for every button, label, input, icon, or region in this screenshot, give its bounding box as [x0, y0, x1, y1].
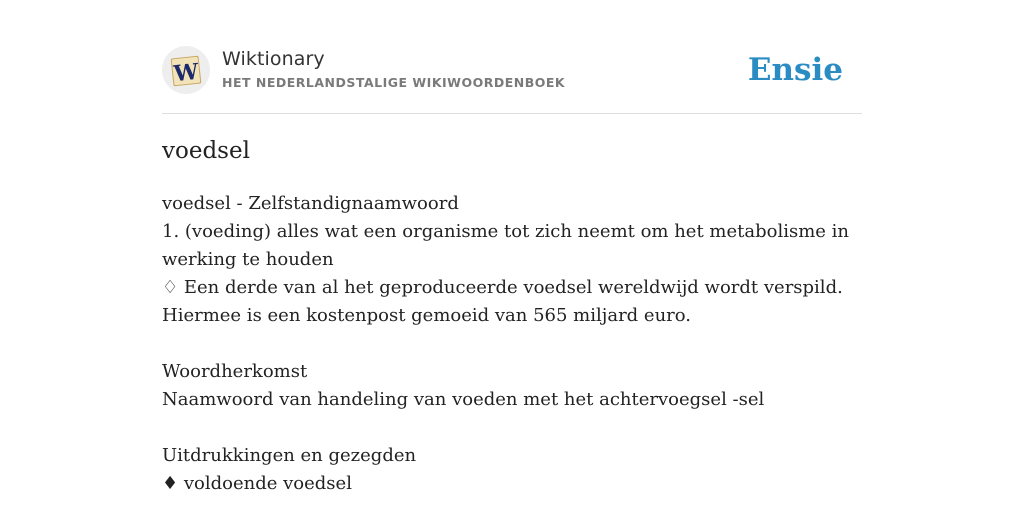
- site-name[interactable]: Wiktionary: [222, 48, 325, 70]
- spacer: [162, 414, 862, 442]
- etymology-text: Naamwoord van handeling van voeden met het achtervoegsel -sel: [162, 389, 765, 410]
- header-divider: [162, 113, 862, 114]
- example-line-1: ♢ Een derde van al het geproduceerde voedsel wereldwijd wordt verspild.: [162, 277, 843, 298]
- etymology-heading: Woordherkomst: [162, 361, 308, 382]
- idioms-heading: Uitdrukkingen en gezegden: [162, 445, 417, 466]
- spacer: [162, 330, 862, 358]
- ensie-brand-link[interactable]: Ensie: [747, 52, 843, 88]
- definition-text: 1. (voeding) alles wat een organisme tot zich neemt om het metabolisme in werking te houden: [162, 221, 850, 270]
- entry-title: voedsel: [162, 138, 250, 164]
- wiktionary-logo-icon[interactable]: [162, 46, 210, 94]
- site-header: [162, 44, 862, 114]
- entry-content: [162, 190, 862, 498]
- part-of-speech-line: voedsel - Zelfstandignaamwoord: [162, 193, 459, 214]
- svg-text:W: W: [172, 58, 200, 88]
- idiom-item: ♦ voldoende voedsel: [162, 473, 352, 494]
- site-subtitle: HET NEDERLANDSTALIGE WIKIWOORDENBOEK: [222, 75, 566, 90]
- example-line-2: Hiermee is een kostenpost gemoeid van 565 miljard euro.: [162, 305, 692, 326]
